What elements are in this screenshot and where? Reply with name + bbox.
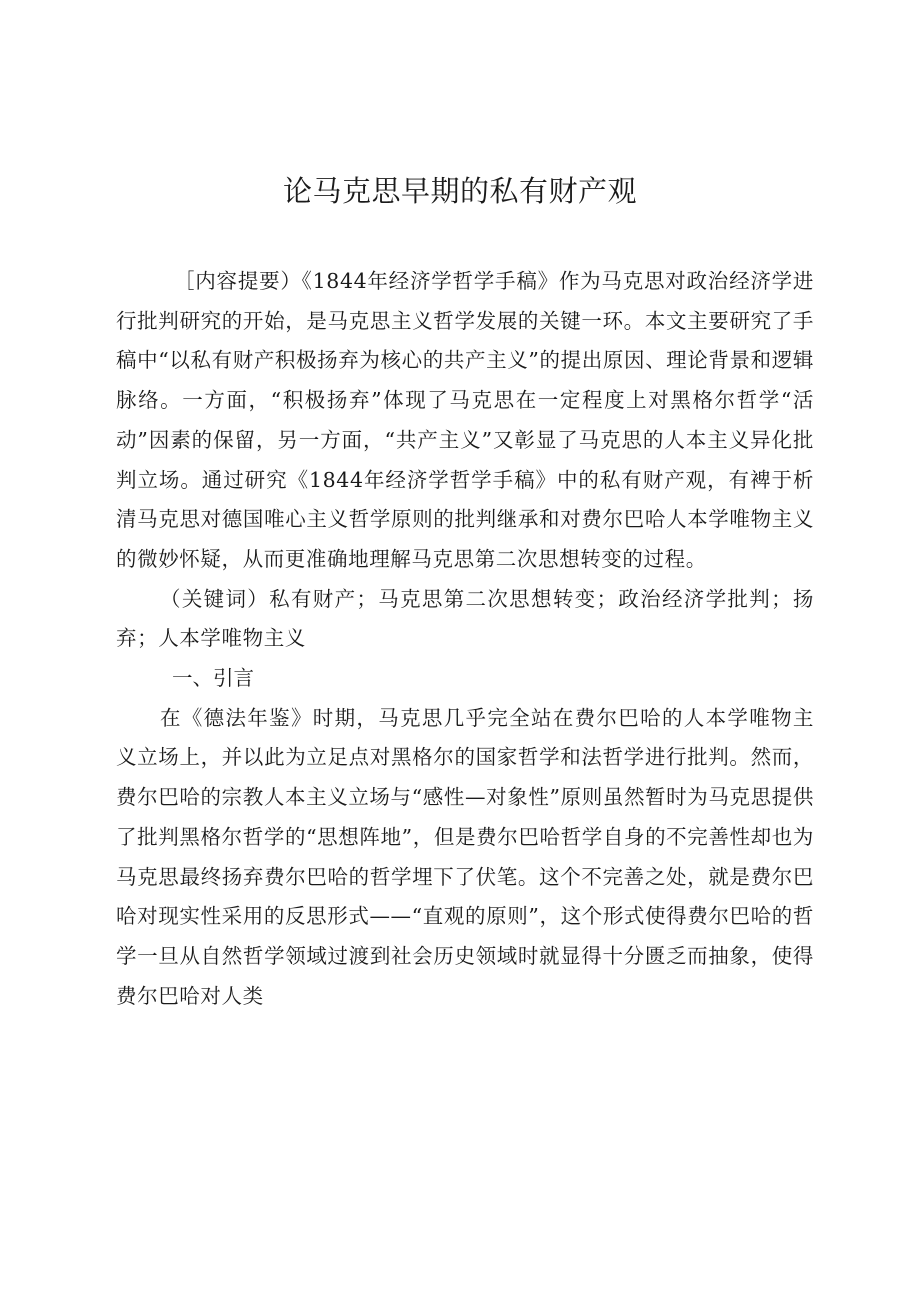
intro-paragraph: 在《德法年鉴》时期，马克思几乎完全站在费尔巴哈的人本学唯物主义立场上，并以此为立足点对黑格尔的国家哲学和法哲学进行批判。然而，费尔巴哈的宗教人本主义立场与“感性—对象性”原则虽然暂时为马克思提供了批判黑格尔哲学的“思想阵地”，但是费尔巴哈哲学自身的不完善性却也为马克思最终扬弃费尔巴哈的哲学埋下了伏笔。这个不完善之处，就是费尔巴哈对现实性采用的反思形式——“直观的原则”，这个形式使得费尔巴哈的哲学一旦从自然哲学领域过渡到社会历史领域时就显得十分匮乏而抽象，使得费尔巴哈对人类	[116, 705, 814, 1008]
section-heading: 一、引言	[172, 666, 254, 691]
document-body	[116, 262, 814, 1016]
keywords-paragraph: （关键词）私有财产；马克思第二次思想转变；政治经济学批判；扬弃；人本学唯物主义	[116, 586, 814, 651]
abstract-paragraph: ［内容提要）《1844年经济学哲学手稿》作为马克思对政治经济学进行批判研究的开始，是马克思主义哲学发展的关键一环。本文主要研究了手稿中“以私有财产积极扬弃为核心的共产主义”的提出原因、理论背景和逻辑脉络。一方面，“积极扬弃”体现了马克思在一定程度上对黑格尔哲学“活动”因素的保留，另一方面，“共产主义”又彰显了马克思的人本主义异化批判立场。通过研究《1844年经济学哲学手稿》中的私有财产观，有裨于析清马克思对德国唯心主义哲学原则的批判继承和对费尔巴哈人本学唯物主义的微妙怀疑，从而更准确地理解马克思第二次思想转变的过程。	[116, 269, 814, 571]
document-title: 论马克思早期的私有财产观	[282, 174, 637, 208]
